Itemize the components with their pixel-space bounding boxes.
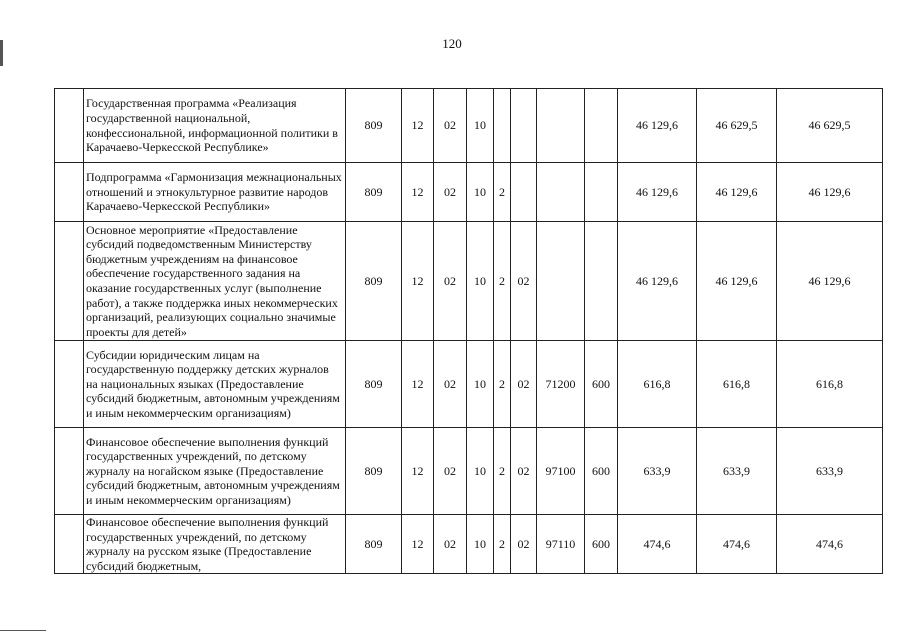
event-code-cell bbox=[511, 163, 537, 222]
sum-year2-cell: 46 129,6 bbox=[697, 163, 777, 222]
sum-year2-cell: 616,8 bbox=[697, 341, 777, 428]
section-code-cell: 12 bbox=[402, 89, 434, 163]
subprogram-code-cell: 2 bbox=[494, 428, 511, 515]
item-name-cell: Финансовое обеспечение выполнения функций государственных учреждений, по детскому журналу на русском языке (Предоставление субсидий бюджетным, bbox=[84, 515, 346, 574]
expense-type-cell: 600 bbox=[585, 341, 618, 428]
row-index-cell bbox=[55, 428, 84, 515]
event-code-cell: 02 bbox=[511, 515, 537, 574]
row-index-cell bbox=[55, 89, 84, 163]
sum-year3-cell: 474,6 bbox=[777, 515, 883, 574]
program-code-cell: 10 bbox=[467, 89, 494, 163]
item-name-cell: Государственная программа «Реализация государственной национальной, конфессиональной, информационной политики в Карачаево-Черкесской Республике» bbox=[84, 89, 346, 163]
expense-type-cell: 600 bbox=[585, 515, 618, 574]
section-code-cell: 12 bbox=[402, 515, 434, 574]
item-name-cell: Основное мероприятие «Предоставление субсидий подведомственным Министерству бюджетным учреждениям на финансовое обеспечение государственного задания на оказание государственных услуг (выполнение работ), а также поддержка иных некоммерческих организаций, реализующих социально значимые проекты для детей» bbox=[84, 222, 346, 341]
subsection-code-cell: 02 bbox=[434, 222, 467, 341]
sum-year1-cell: 633,9 bbox=[618, 428, 697, 515]
direction-code-cell: 71200 bbox=[537, 341, 585, 428]
table-row bbox=[55, 341, 883, 428]
ministry-code-cell: 809 bbox=[346, 222, 402, 341]
expense-type-cell: 600 bbox=[585, 428, 618, 515]
page-number: 120 bbox=[442, 36, 462, 51]
subsection-code-cell: 02 bbox=[434, 428, 467, 515]
sum-year2-cell: 46 129,6 bbox=[697, 222, 777, 341]
event-code-cell: 02 bbox=[511, 341, 537, 428]
expense-type-cell bbox=[585, 163, 618, 222]
sum-year2-cell: 46 629,5 bbox=[697, 89, 777, 163]
section-code-cell: 12 bbox=[402, 222, 434, 341]
program-code-cell: 10 bbox=[467, 515, 494, 574]
table-row bbox=[55, 515, 883, 574]
row-index-cell bbox=[55, 341, 84, 428]
item-name-cell: Субсидии юридическим лицам на государственную поддержку детских журналов на национальных языках (Предоставление субсидий бюджетным, автономным учреждениям и иным некоммерческим организациям) bbox=[84, 341, 346, 428]
subprogram-code-cell bbox=[494, 89, 511, 163]
table-row bbox=[55, 222, 883, 341]
event-code-cell: 02 bbox=[511, 428, 537, 515]
sum-year1-cell: 474,6 bbox=[618, 515, 697, 574]
item-name-cell: Финансовое обеспечение выполнения функций государственных учреждений, по детскому журналу на ногайском языке (Предоставление субсидий бюджетным, автономным учреждениям и иным некоммерческим организациям) bbox=[84, 428, 346, 515]
event-code-cell: 02 bbox=[511, 222, 537, 341]
direction-code-cell: 97110 bbox=[537, 515, 585, 574]
row-index-cell bbox=[55, 163, 84, 222]
subprogram-code-cell: 2 bbox=[494, 222, 511, 341]
ministry-code-cell: 809 bbox=[346, 89, 402, 163]
sum-year3-cell: 46 629,5 bbox=[777, 89, 883, 163]
sum-year1-cell: 46 129,6 bbox=[618, 222, 697, 341]
ministry-code-cell: 809 bbox=[346, 341, 402, 428]
direction-code-cell bbox=[537, 89, 585, 163]
direction-code-cell bbox=[537, 222, 585, 341]
subprogram-code-cell: 2 bbox=[494, 341, 511, 428]
sum-year3-cell: 46 129,6 bbox=[777, 222, 883, 341]
direction-code-cell: 97100 bbox=[537, 428, 585, 515]
section-code-cell: 12 bbox=[402, 428, 434, 515]
program-code-cell: 10 bbox=[467, 341, 494, 428]
subsection-code-cell: 02 bbox=[434, 89, 467, 163]
budget-table bbox=[54, 88, 883, 574]
program-code-cell: 10 bbox=[467, 163, 494, 222]
ministry-code-cell: 809 bbox=[346, 515, 402, 574]
subsection-code-cell: 02 bbox=[434, 163, 467, 222]
subsection-code-cell: 02 bbox=[434, 341, 467, 428]
sum-year3-cell: 633,9 bbox=[777, 428, 883, 515]
event-code-cell bbox=[511, 89, 537, 163]
subprogram-code-cell: 2 bbox=[494, 515, 511, 574]
expense-type-cell bbox=[585, 222, 618, 341]
table-row bbox=[55, 428, 883, 515]
row-index-cell bbox=[55, 222, 84, 341]
subsection-code-cell: 02 bbox=[434, 515, 467, 574]
sum-year1-cell: 616,8 bbox=[618, 341, 697, 428]
subprogram-code-cell: 2 bbox=[494, 163, 511, 222]
sum-year2-cell: 633,9 bbox=[697, 428, 777, 515]
sum-year1-cell: 46 129,6 bbox=[618, 89, 697, 163]
row-index-cell bbox=[55, 515, 84, 574]
table-row bbox=[55, 163, 883, 222]
item-name-cell: Подпрограмма «Гармонизация межнациональных отношений и этнокультурное развитие народов Карачаево-Черкесской Республики» bbox=[84, 163, 346, 222]
sum-year3-cell: 616,8 bbox=[777, 341, 883, 428]
direction-code-cell bbox=[537, 163, 585, 222]
program-code-cell: 10 bbox=[467, 428, 494, 515]
table-row bbox=[55, 89, 883, 163]
ministry-code-cell: 809 bbox=[346, 428, 402, 515]
program-code-cell: 10 bbox=[467, 222, 494, 341]
sum-year1-cell: 46 129,6 bbox=[618, 163, 697, 222]
sum-year3-cell: 46 129,6 bbox=[777, 163, 883, 222]
section-code-cell: 12 bbox=[402, 163, 434, 222]
section-code-cell: 12 bbox=[402, 341, 434, 428]
expense-type-cell bbox=[585, 89, 618, 163]
scan-edge-mark-bottom bbox=[0, 630, 46, 631]
ministry-code-cell: 809 bbox=[346, 163, 402, 222]
sum-year2-cell: 474,6 bbox=[697, 515, 777, 574]
